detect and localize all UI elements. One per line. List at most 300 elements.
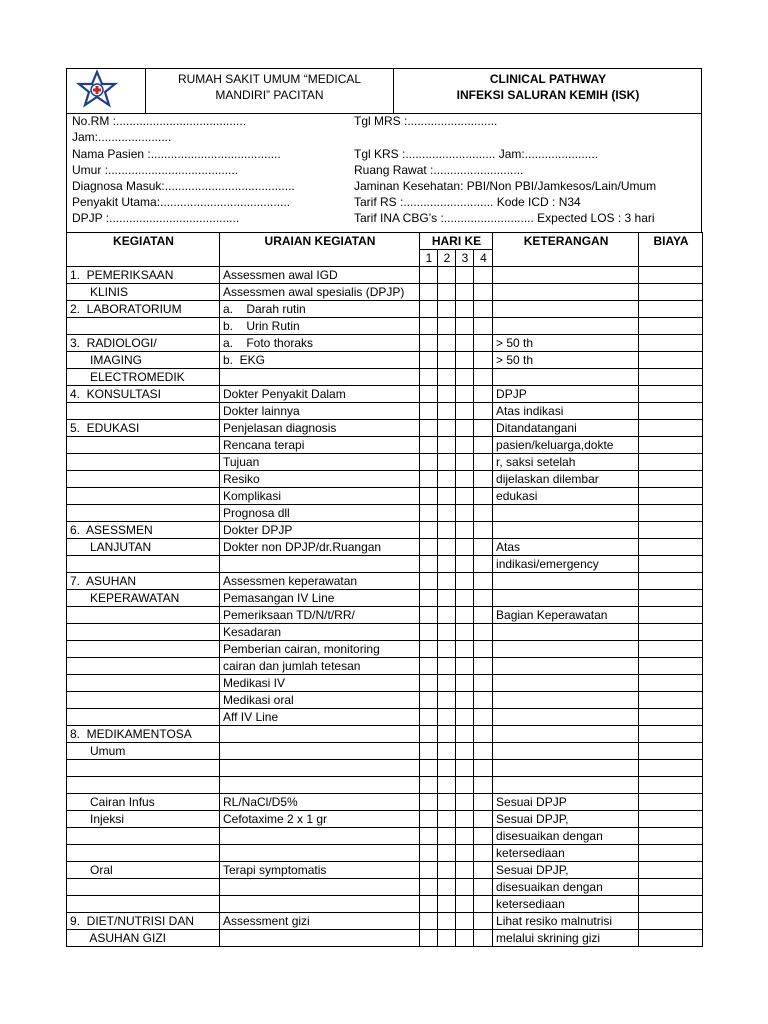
day-4-checkbox[interactable]	[474, 539, 493, 556]
tarif-ina-field[interactable]: Tarif INA CBG’s :........................... Expected LOS : 3 hari	[354, 211, 655, 225]
day-2-checkbox[interactable]	[438, 267, 456, 284]
day-1-checkbox[interactable]	[420, 437, 438, 454]
keterangan-cell	[493, 318, 639, 335]
day-2-checkbox[interactable]	[438, 471, 456, 488]
table-row	[67, 454, 703, 471]
day-4-checkbox[interactable]	[474, 641, 493, 658]
kegiatan-cell: ASUHAN GIZI	[67, 930, 220, 947]
umur-field[interactable]: Umur :.......................................	[72, 163, 239, 177]
biaya-cell[interactable]	[639, 556, 703, 573]
table-row	[67, 913, 703, 930]
day-2-checkbox[interactable]	[438, 879, 456, 896]
day-3-checkbox[interactable]	[456, 420, 474, 437]
day-2-checkbox[interactable]	[438, 726, 456, 743]
day-4-checkbox[interactable]	[474, 437, 493, 454]
table-row	[67, 488, 703, 505]
day-1-checkbox[interactable]	[420, 896, 438, 913]
day-4-checkbox[interactable]	[474, 743, 493, 760]
uraian-cell	[220, 760, 420, 777]
day-4-checkbox[interactable]	[474, 488, 493, 505]
kegiatan-cell	[67, 896, 220, 913]
day-4-checkbox[interactable]	[474, 471, 493, 488]
col-biaya: BIAYA	[639, 233, 703, 267]
kegiatan-cell: 2. LABORATORIUM	[67, 301, 220, 318]
kegiatan-cell: 7. ASUHAN	[67, 573, 220, 590]
day-2-checkbox[interactable]	[438, 692, 456, 709]
day-2-checkbox[interactable]	[438, 454, 456, 471]
table-row	[67, 743, 703, 760]
day-3-checkbox[interactable]	[456, 726, 474, 743]
uraian-cell: cairan dan jumlah tetesan	[220, 658, 420, 675]
day-4-checkbox[interactable]	[474, 913, 493, 930]
table-row	[67, 777, 703, 794]
day-2-checkbox[interactable]	[438, 437, 456, 454]
day-4-checkbox[interactable]	[474, 573, 493, 590]
keterangan-cell	[493, 675, 639, 692]
kegiatan-cell: KEPERAWATAN	[67, 590, 220, 607]
day-1-checkbox[interactable]	[420, 556, 438, 573]
day-4-checkbox[interactable]	[474, 879, 493, 896]
day-1-checkbox[interactable]	[420, 624, 438, 641]
biaya-cell[interactable]	[639, 811, 703, 828]
day-2-checkbox[interactable]	[438, 862, 456, 879]
biaya-cell[interactable]	[639, 369, 703, 386]
table-row	[67, 352, 703, 369]
biaya-cell[interactable]	[639, 454, 703, 471]
keterangan-cell: Atas	[493, 539, 639, 556]
uraian-cell: Pemasangan IV Line	[220, 590, 420, 607]
keterangan-cell	[493, 692, 639, 709]
day-3-checkbox[interactable]	[456, 539, 474, 556]
day-4-checkbox[interactable]	[474, 658, 493, 675]
day-1-checkbox[interactable]	[420, 913, 438, 930]
day-4-checkbox[interactable]	[474, 301, 493, 318]
patient-info	[66, 113, 702, 232]
kegiatan-cell: 3. RADIOLOGI/	[67, 335, 220, 352]
day-3-checkbox[interactable]	[456, 828, 474, 845]
no-rm-field[interactable]: No.RM :.......................................	[72, 114, 247, 128]
day-3-checkbox[interactable]	[456, 284, 474, 301]
day-2-checkbox[interactable]	[438, 930, 456, 947]
biaya-cell[interactable]	[639, 539, 703, 556]
keterangan-cell: edukasi	[493, 488, 639, 505]
kegiatan-cell: 1. PEMERIKSAAN	[67, 267, 220, 284]
day-1-checkbox[interactable]	[420, 760, 438, 777]
kegiatan-cell: 4. KONSULTASI	[67, 386, 220, 403]
biaya-cell[interactable]	[639, 641, 703, 658]
day-4-checkbox[interactable]	[474, 760, 493, 777]
biaya-cell[interactable]	[639, 607, 703, 624]
day-4-checkbox[interactable]	[474, 896, 493, 913]
day-4-checkbox[interactable]	[474, 709, 493, 726]
biaya-cell[interactable]	[639, 896, 703, 913]
day-2-checkbox[interactable]	[438, 607, 456, 624]
table-row	[67, 624, 703, 641]
day-4-checkbox[interactable]	[474, 794, 493, 811]
day-2-checkbox[interactable]	[438, 794, 456, 811]
uraian-cell: Pemberian cairan, monitoring	[220, 641, 420, 658]
day-2-checkbox[interactable]	[438, 369, 456, 386]
day-1-checkbox[interactable]	[420, 641, 438, 658]
day-3-checkbox[interactable]	[456, 777, 474, 794]
biaya-cell[interactable]	[639, 505, 703, 522]
day-2-checkbox[interactable]	[438, 658, 456, 675]
biaya-cell[interactable]	[639, 437, 703, 454]
uraian-cell: Assessmen awal IGD	[220, 267, 420, 284]
day-4-checkbox[interactable]	[474, 726, 493, 743]
table-row	[67, 692, 703, 709]
kegiatan-cell: 5. EDUKASI	[67, 420, 220, 437]
day-4-checkbox[interactable]	[474, 624, 493, 641]
keterangan-cell	[493, 301, 639, 318]
day-4-checkbox[interactable]	[474, 505, 493, 522]
dpjp-field[interactable]: DPJP :.......................................	[72, 211, 240, 225]
uraian-cell: Resiko	[220, 471, 420, 488]
day-2-checkbox[interactable]	[438, 896, 456, 913]
day-4-checkbox[interactable]	[474, 403, 493, 420]
day-1-checkbox[interactable]	[420, 709, 438, 726]
tgl-mrs-field[interactable]: Tgl MRS :...........................	[354, 114, 498, 128]
day-3-checkbox[interactable]	[456, 658, 474, 675]
day-3-checkbox[interactable]	[456, 403, 474, 420]
biaya-cell[interactable]	[639, 862, 703, 879]
day-2-checkbox[interactable]	[438, 284, 456, 301]
day-4-checkbox[interactable]	[474, 845, 493, 862]
day-1-checkbox[interactable]	[420, 743, 438, 760]
hospital-name	[146, 69, 394, 113]
day-3-checkbox[interactable]	[456, 709, 474, 726]
biaya-cell[interactable]	[639, 709, 703, 726]
biaya-cell[interactable]	[639, 624, 703, 641]
keterangan-cell	[493, 709, 639, 726]
day-1-checkbox[interactable]	[420, 301, 438, 318]
day-3-checkbox[interactable]	[456, 318, 474, 335]
keterangan-cell: Atas indikasi	[493, 403, 639, 420]
col-kegiatan: KEGIATAN	[67, 233, 220, 267]
ruang-rawat-field[interactable]: Ruang Rawat :...........................	[354, 163, 524, 177]
day-1-checkbox[interactable]	[420, 930, 438, 947]
biaya-cell[interactable]	[639, 301, 703, 318]
biaya-cell[interactable]	[639, 794, 703, 811]
day-2-checkbox[interactable]	[438, 539, 456, 556]
day-3-checkbox[interactable]	[456, 505, 474, 522]
day-2-checkbox[interactable]	[438, 386, 456, 403]
kegiatan-cell	[67, 505, 220, 522]
table-row	[67, 505, 703, 522]
biaya-cell[interactable]	[639, 386, 703, 403]
day-1-checkbox[interactable]	[420, 335, 438, 352]
day-4-checkbox[interactable]	[474, 352, 493, 369]
table-row	[67, 658, 703, 675]
day-1-checkbox[interactable]	[420, 284, 438, 301]
table-row	[67, 862, 703, 879]
uraian-cell	[220, 556, 420, 573]
day-3-checkbox[interactable]	[456, 556, 474, 573]
penyakit-utama-field[interactable]: Penyakit Utama:.......................................	[72, 195, 291, 209]
uraian-cell: Kesadaran	[220, 624, 420, 641]
day-2-checkbox[interactable]	[438, 420, 456, 437]
day-1-checkbox[interactable]	[420, 811, 438, 828]
day-3-checkbox[interactable]	[456, 352, 474, 369]
keterangan-cell	[493, 505, 639, 522]
diagnosa-field[interactable]: Diagnosa Masuk:.......................................	[72, 179, 295, 193]
kegiatan-cell	[67, 454, 220, 471]
day-2-checkbox[interactable]	[438, 403, 456, 420]
keterangan-cell	[493, 641, 639, 658]
biaya-cell[interactable]	[639, 675, 703, 692]
day-3-checkbox[interactable]	[456, 913, 474, 930]
day-1-checkbox[interactable]	[420, 454, 438, 471]
kegiatan-cell: LANJUTAN	[67, 539, 220, 556]
day-3-checkbox[interactable]	[456, 692, 474, 709]
day-4-checkbox[interactable]	[474, 556, 493, 573]
day-1-checkbox[interactable]	[420, 607, 438, 624]
day-4-checkbox[interactable]	[474, 607, 493, 624]
day-4-checkbox[interactable]	[474, 284, 493, 301]
day-2-checkbox[interactable]	[438, 811, 456, 828]
keterangan-cell: Sesuai DPJP,	[493, 862, 639, 879]
uraian-cell: Pemeriksaan TD/N/t/RR/	[220, 607, 420, 624]
uraian-cell	[220, 930, 420, 947]
table-row	[67, 471, 703, 488]
kegiatan-cell	[67, 641, 220, 658]
uraian-cell: Terapi symptomatis	[220, 862, 420, 879]
day-2-checkbox[interactable]	[438, 760, 456, 777]
uraian-cell: Tujuan	[220, 454, 420, 471]
day-4-checkbox[interactable]	[474, 386, 493, 403]
day-4-checkbox[interactable]	[474, 811, 493, 828]
day-1-checkbox[interactable]	[420, 675, 438, 692]
day-3-checkbox[interactable]	[456, 641, 474, 658]
day-4-checkbox[interactable]	[474, 590, 493, 607]
tarif-rs-field[interactable]: Tarif RS :........................... Kode ICD : N34	[354, 195, 581, 209]
hospital-logo	[67, 69, 146, 113]
biaya-cell[interactable]	[639, 352, 703, 369]
day-2-checkbox[interactable]	[438, 573, 456, 590]
biaya-cell[interactable]	[639, 777, 703, 794]
day-3-checkbox[interactable]	[456, 862, 474, 879]
day-1-checkbox[interactable]	[420, 845, 438, 862]
kegiatan-cell	[67, 828, 220, 845]
day-1-checkbox[interactable]	[420, 794, 438, 811]
biaya-cell[interactable]	[639, 573, 703, 590]
day-3-checkbox[interactable]	[456, 930, 474, 947]
day-1-checkbox[interactable]	[420, 777, 438, 794]
biaya-cell[interactable]	[639, 471, 703, 488]
day-3-checkbox[interactable]	[456, 811, 474, 828]
day-2-checkbox[interactable]	[438, 352, 456, 369]
kegiatan-cell	[67, 777, 220, 794]
keterangan-cell: ketersediaan	[493, 896, 639, 913]
keterangan-cell: pasien/keluarga,dokte	[493, 437, 639, 454]
day-3-checkbox[interactable]	[456, 437, 474, 454]
day-3-checkbox[interactable]	[456, 471, 474, 488]
table-row	[67, 675, 703, 692]
day-4-checkbox[interactable]	[474, 454, 493, 471]
day-1-checkbox[interactable]	[420, 267, 438, 284]
biaya-cell[interactable]	[639, 930, 703, 947]
day-2-checkbox[interactable]	[438, 488, 456, 505]
hospital-name-line2: MANDIRI” PACITAN	[215, 88, 324, 102]
table-header-row	[67, 233, 703, 250]
day-4-checkbox[interactable]	[474, 692, 493, 709]
day-3-checkbox[interactable]	[456, 607, 474, 624]
day-1-checkbox[interactable]	[420, 369, 438, 386]
day-2-checkbox[interactable]	[438, 675, 456, 692]
biaya-cell[interactable]	[639, 743, 703, 760]
uraian-cell	[220, 896, 420, 913]
uraian-cell: a. Foto thoraks	[220, 335, 420, 352]
nama-pasien-field[interactable]: Nama Pasien :.......................................	[72, 147, 281, 161]
tgl-krs-field[interactable]: Tgl KRS :........................... Jam:......................	[354, 147, 599, 161]
day-2-checkbox[interactable]	[438, 913, 456, 930]
day-1-checkbox[interactable]	[420, 726, 438, 743]
day-4-checkbox[interactable]	[474, 862, 493, 879]
day-3-checkbox[interactable]	[456, 522, 474, 539]
day-3-checkbox[interactable]	[456, 301, 474, 318]
day-3-checkbox[interactable]	[456, 624, 474, 641]
day-2-checkbox[interactable]	[438, 828, 456, 845]
uraian-cell: Dokter DPJP	[220, 522, 420, 539]
day-2-checkbox[interactable]	[438, 590, 456, 607]
biaya-cell[interactable]	[639, 845, 703, 862]
day-4-checkbox[interactable]	[474, 930, 493, 947]
day-3-checkbox[interactable]	[456, 386, 474, 403]
day-4-checkbox[interactable]	[474, 828, 493, 845]
biaya-cell[interactable]	[639, 658, 703, 675]
day-2-checkbox[interactable]	[438, 522, 456, 539]
day-4-checkbox[interactable]	[474, 369, 493, 386]
table-row	[67, 437, 703, 454]
keterangan-cell	[493, 369, 639, 386]
day-1-checkbox[interactable]	[420, 352, 438, 369]
day-2-checkbox[interactable]	[438, 318, 456, 335]
day-1-checkbox[interactable]	[420, 658, 438, 675]
day-3-checkbox[interactable]	[456, 743, 474, 760]
kegiatan-cell	[67, 556, 220, 573]
day-2-checkbox[interactable]	[438, 641, 456, 658]
table-row	[67, 318, 703, 335]
day-1-checkbox[interactable]	[420, 590, 438, 607]
biaya-cell[interactable]	[639, 522, 703, 539]
biaya-cell[interactable]	[639, 760, 703, 777]
day-2-checkbox[interactable]	[438, 845, 456, 862]
day-1-checkbox[interactable]	[420, 420, 438, 437]
day-4-checkbox[interactable]	[474, 267, 493, 284]
day-1-checkbox[interactable]	[420, 879, 438, 896]
day-3-checkbox[interactable]	[456, 794, 474, 811]
day-2-checkbox[interactable]	[438, 556, 456, 573]
day-3-checkbox[interactable]	[456, 335, 474, 352]
day-3-checkbox[interactable]	[456, 675, 474, 692]
day-3-checkbox[interactable]	[456, 845, 474, 862]
day-2-checkbox[interactable]	[438, 743, 456, 760]
star-cross-logo-icon	[67, 69, 145, 113]
day-3-checkbox[interactable]	[456, 369, 474, 386]
kegiatan-cell: IMAGING	[67, 352, 220, 369]
day-1-checkbox[interactable]	[420, 828, 438, 845]
uraian-cell: Assessmen awal spesialis (DPJP)	[220, 284, 420, 301]
day-2-checkbox[interactable]	[438, 624, 456, 641]
day-1-checkbox[interactable]	[420, 573, 438, 590]
day-3-checkbox[interactable]	[456, 573, 474, 590]
day-1-checkbox[interactable]	[420, 386, 438, 403]
day-3-checkbox[interactable]	[456, 896, 474, 913]
kegiatan-cell: Injeksi	[67, 811, 220, 828]
jam-field[interactable]: Jam:......................	[72, 130, 172, 144]
keterangan-cell: > 50 th	[493, 335, 639, 352]
day-2: 2	[438, 250, 456, 267]
biaya-cell[interactable]	[639, 590, 703, 607]
uraian-cell: Prognosa dll	[220, 505, 420, 522]
biaya-cell[interactable]	[639, 335, 703, 352]
day-4-checkbox[interactable]	[474, 335, 493, 352]
biaya-cell[interactable]	[639, 284, 703, 301]
biaya-cell[interactable]	[639, 879, 703, 896]
biaya-cell[interactable]	[639, 913, 703, 930]
day-3-checkbox[interactable]	[456, 760, 474, 777]
day-2-checkbox[interactable]	[438, 777, 456, 794]
table-row	[67, 607, 703, 624]
day-2-checkbox[interactable]	[438, 709, 456, 726]
day-1-checkbox[interactable]	[420, 471, 438, 488]
biaya-cell[interactable]	[639, 403, 703, 420]
uraian-cell: a. Darah rutin	[220, 301, 420, 318]
day-2-checkbox[interactable]	[438, 335, 456, 352]
keterangan-cell: Bagian Keperawatan	[493, 607, 639, 624]
clinical-pathway-form	[66, 68, 702, 947]
day-2-checkbox[interactable]	[438, 301, 456, 318]
kegiatan-cell	[67, 624, 220, 641]
table-row	[67, 267, 703, 284]
day-3-checkbox[interactable]	[456, 879, 474, 896]
biaya-cell[interactable]	[639, 267, 703, 284]
day-4-checkbox[interactable]	[474, 675, 493, 692]
day-1-checkbox[interactable]	[420, 505, 438, 522]
biaya-cell[interactable]	[639, 726, 703, 743]
day-1-checkbox[interactable]	[420, 488, 438, 505]
day-3-checkbox[interactable]	[456, 590, 474, 607]
biaya-cell[interactable]	[639, 828, 703, 845]
biaya-cell[interactable]	[639, 420, 703, 437]
day-1-checkbox[interactable]	[420, 403, 438, 420]
day-3-checkbox[interactable]	[456, 267, 474, 284]
table-row	[67, 556, 703, 573]
day-4-checkbox[interactable]	[474, 318, 493, 335]
day-4-checkbox[interactable]	[474, 777, 493, 794]
day-4-checkbox[interactable]	[474, 522, 493, 539]
day-1-checkbox[interactable]	[420, 318, 438, 335]
table-row	[67, 845, 703, 862]
day-3-checkbox[interactable]	[456, 488, 474, 505]
jaminan-field[interactable]: Jaminan Kesehatan: PBI/Non PBI/Jamkesos/Lain/Umum	[354, 179, 657, 193]
uraian-cell: Dokter Penyakit Dalam	[220, 386, 420, 403]
day-4-checkbox[interactable]	[474, 420, 493, 437]
day-3-checkbox[interactable]	[456, 454, 474, 471]
table-row	[67, 811, 703, 828]
day-1-checkbox[interactable]	[420, 862, 438, 879]
table-row	[67, 573, 703, 590]
biaya-cell[interactable]	[639, 488, 703, 505]
day-1-checkbox[interactable]	[420, 522, 438, 539]
biaya-cell[interactable]	[639, 318, 703, 335]
keterangan-cell: Lihat resiko malnutrisi	[493, 913, 639, 930]
day-1-checkbox[interactable]	[420, 692, 438, 709]
keterangan-cell: Sesuai DPJP	[493, 794, 639, 811]
biaya-cell[interactable]	[639, 692, 703, 709]
day-1-checkbox[interactable]	[420, 539, 438, 556]
day-2-checkbox[interactable]	[438, 505, 456, 522]
